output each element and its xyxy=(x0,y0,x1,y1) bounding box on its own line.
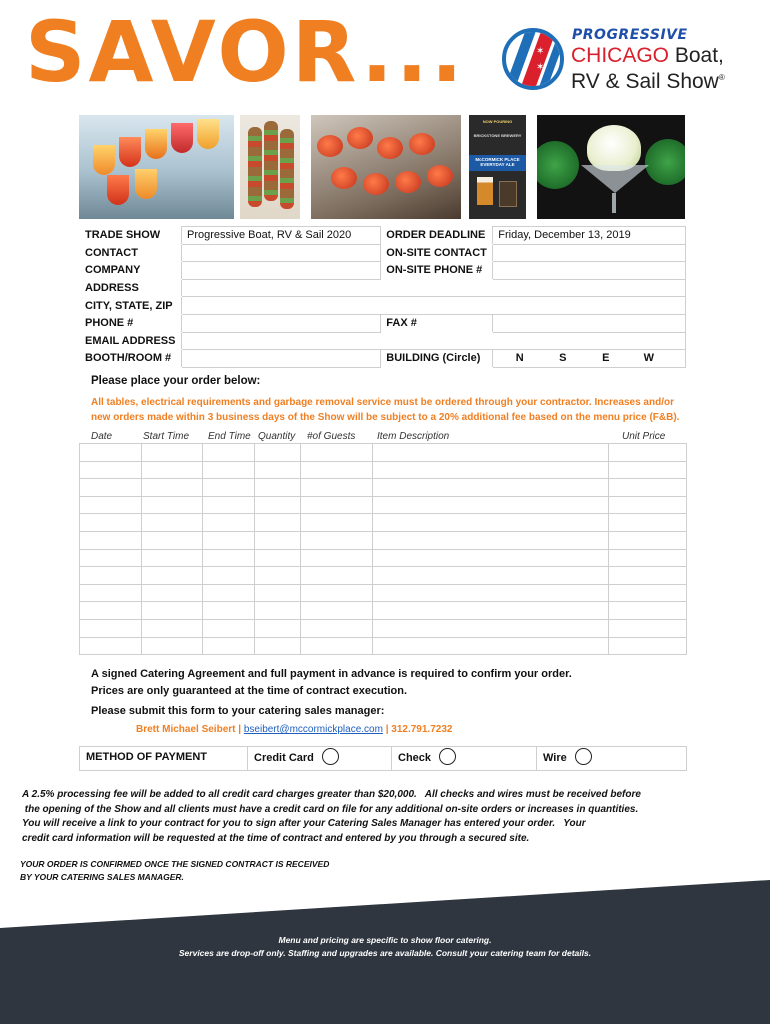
company-field[interactable] xyxy=(181,262,380,280)
order-cell[interactable] xyxy=(202,637,254,655)
order-cell[interactable] xyxy=(80,531,142,549)
city-state-zip-label: CITY, STATE, ZIP xyxy=(80,297,182,315)
order-cell[interactable] xyxy=(254,461,300,479)
progressive-sponsor-logo: PROGRESSIVE xyxy=(572,27,688,43)
order-surcharge-note: All tables, electrical requirements and garbage removal service must be ordered through your contractor. Increases and/or new orders made within 3 business days of the Show will be subject to a 20% additional fee based on the menu price (F&B). xyxy=(91,397,680,423)
phone-label: PHONE # xyxy=(80,314,182,332)
order-cell[interactable] xyxy=(80,584,142,602)
order-cell[interactable] xyxy=(609,496,687,514)
order-cell[interactable] xyxy=(609,479,687,497)
order-cell[interactable] xyxy=(80,602,142,620)
order-cell[interactable] xyxy=(254,514,300,532)
order-cell[interactable] xyxy=(373,461,609,479)
order-cell[interactable] xyxy=(609,637,687,655)
order-cell[interactable] xyxy=(202,479,254,497)
order-cell[interactable] xyxy=(141,531,202,549)
order-cell[interactable] xyxy=(141,619,202,637)
booth-label: BOOTH/ROOM # xyxy=(80,350,182,368)
order-cell[interactable] xyxy=(141,567,202,585)
trade-show-label: TRADE SHOW xyxy=(80,227,182,245)
check-radio[interactable] xyxy=(439,748,456,765)
order-info-table xyxy=(79,226,686,368)
contact-separator-2: | xyxy=(382,724,392,735)
order-cell[interactable] xyxy=(254,549,300,567)
building-option-s[interactable]: S xyxy=(559,352,567,365)
col-header-quantity: Quantity xyxy=(258,431,296,442)
onsite-phone-label: ON-SITE PHONE # xyxy=(381,262,493,280)
order-cell[interactable] xyxy=(300,461,373,479)
order-cell[interactable] xyxy=(300,479,373,497)
beer-glass xyxy=(477,177,493,205)
sales-manager-email-link[interactable]: bseibert@mccormickplace.com xyxy=(243,724,383,735)
building-option-e[interactable]: E xyxy=(602,352,610,365)
order-cell[interactable] xyxy=(254,567,300,585)
order-row xyxy=(80,584,687,602)
order-items-table xyxy=(79,443,687,655)
show-name-city: CHICAGO xyxy=(571,44,670,67)
beer-poster-top xyxy=(472,119,523,138)
wire-label: Wire xyxy=(543,751,567,764)
phone-field[interactable] xyxy=(181,314,380,332)
order-cell[interactable] xyxy=(202,531,254,549)
address-field[interactable] xyxy=(181,279,685,297)
order-cell[interactable] xyxy=(202,619,254,637)
order-cell[interactable] xyxy=(254,531,300,549)
order-cell[interactable] xyxy=(80,619,142,637)
footer-line-2: Services are drop-off only. Staffing and upgrades are available. Consult your catering team for details. xyxy=(178,948,592,958)
col-header-date: Date xyxy=(91,431,113,442)
onsite-contact-label: ON-SITE CONTACT xyxy=(381,244,493,262)
chicago-show-logo: ✶ ✶ xyxy=(502,28,564,90)
order-cell[interactable] xyxy=(80,479,142,497)
photo-appetizer-bites xyxy=(311,115,461,219)
order-cell[interactable] xyxy=(254,619,300,637)
photo-shaved-ice-dessert xyxy=(537,115,685,219)
order-cell[interactable] xyxy=(202,567,254,585)
beer-poster-brewery: BRICKSTONE BREWERY xyxy=(473,132,522,138)
order-cell[interactable] xyxy=(373,584,609,602)
company-label: COMPANY xyxy=(80,262,182,280)
order-cell[interactable] xyxy=(300,514,373,532)
payment-option-credit-card[interactable] xyxy=(247,747,391,770)
check-label: Check xyxy=(398,751,432,764)
order-cell[interactable] xyxy=(80,496,142,514)
order-cell[interactable] xyxy=(373,514,609,532)
order-cell[interactable] xyxy=(373,602,609,620)
order-row xyxy=(80,514,687,532)
order-cell[interactable] xyxy=(373,567,609,585)
order-cell[interactable] xyxy=(202,444,254,462)
order-row xyxy=(80,496,687,514)
building-option-n[interactable]: N xyxy=(515,352,524,365)
col-header-guests: #of Guests xyxy=(307,431,356,442)
order-cell[interactable] xyxy=(254,637,300,655)
order-cell[interactable] xyxy=(300,531,373,549)
order-cell[interactable] xyxy=(300,637,373,655)
order-cell[interactable] xyxy=(141,637,202,655)
terms-pricing: Prices are only guaranteed at the time of contract execution. xyxy=(91,685,408,697)
order-cell[interactable] xyxy=(300,619,373,637)
order-cell[interactable] xyxy=(609,567,687,585)
order-cell[interactable] xyxy=(141,479,202,497)
order-cell[interactable] xyxy=(609,602,687,620)
order-cell[interactable] xyxy=(254,584,300,602)
onsite-phone-field[interactable] xyxy=(493,262,686,280)
savor-brand-title: SAVOR... xyxy=(25,3,466,101)
order-row xyxy=(80,637,687,655)
onsite-contact-field[interactable] xyxy=(493,244,686,262)
order-cell[interactable] xyxy=(300,444,373,462)
photo-dessert-shots xyxy=(79,115,234,219)
order-cell[interactable] xyxy=(202,602,254,620)
credit-card-radio[interactable] xyxy=(322,748,339,765)
email-field[interactable] xyxy=(181,332,685,350)
order-cell[interactable] xyxy=(141,444,202,462)
contact-field[interactable] xyxy=(181,244,380,262)
order-cell[interactable] xyxy=(373,619,609,637)
building-option-w[interactable]: W xyxy=(643,352,654,365)
order-cell[interactable] xyxy=(300,549,373,567)
email-label: EMAIL ADDRESS xyxy=(80,332,182,350)
sales-manager-contact xyxy=(136,724,452,735)
show-name-boat: Boat, xyxy=(669,44,724,67)
beer-poster-now-pouring: NOW POURING xyxy=(482,119,513,124)
order-cell[interactable] xyxy=(609,444,687,462)
order-cell[interactable] xyxy=(202,461,254,479)
footer-line-1: Menu and pricing are specific to show floor catering. xyxy=(278,935,492,945)
order-cell[interactable] xyxy=(202,584,254,602)
order-cell[interactable] xyxy=(254,479,300,497)
terms-agreement: A signed Catering Agreement and full payment in advance is required to confirm your order. xyxy=(91,668,572,680)
order-row xyxy=(80,619,687,637)
col-header-start-time: Start Time xyxy=(143,431,190,442)
order-cell[interactable] xyxy=(80,567,142,585)
order-cell[interactable] xyxy=(80,637,142,655)
order-cell[interactable] xyxy=(141,496,202,514)
contact-separator-1: | xyxy=(235,724,244,735)
show-name-rv-sail: RV & Sail Show xyxy=(571,70,719,93)
show-name-line1 xyxy=(571,44,724,68)
processing-fee-note xyxy=(22,788,642,846)
submit-heading: Please submit this form to your catering sales manager: xyxy=(91,705,385,717)
trademark-mark: ® xyxy=(718,73,725,82)
order-cell[interactable] xyxy=(609,514,687,532)
fine-print-line-2: the opening of the Show and all clients must have a credit card on file for any additional on-site orders or increases in quantities. xyxy=(22,803,639,815)
building-label: BUILDING (Circle) xyxy=(381,350,493,368)
wire-radio[interactable] xyxy=(575,748,592,765)
order-cell[interactable] xyxy=(373,479,609,497)
order-cell[interactable] xyxy=(609,531,687,549)
order-cell[interactable] xyxy=(609,461,687,479)
fine-print-line-4: credit card information will be requested at the time of contract and entered by you through a secured site. xyxy=(22,832,530,844)
contact-label: CONTACT xyxy=(80,244,182,262)
fine-print-line-3: You will receive a link to your contract for you to sign after your Catering Sales Manager has entered your order. Your xyxy=(22,818,586,829)
terms-block xyxy=(91,666,572,700)
footer-note xyxy=(0,934,770,960)
col-header-end-time: End Time xyxy=(208,431,251,442)
sales-manager-phone: 312.791.7232 xyxy=(391,724,453,735)
address-label: ADDRESS xyxy=(80,279,182,297)
order-row xyxy=(80,444,687,462)
photo-skewers xyxy=(240,115,300,219)
order-cell[interactable] xyxy=(141,584,202,602)
fine-print-line-1: A 2.5% processing fee will be added to all credit card charges greater than $20,000. All checks and wires must be received before xyxy=(22,789,641,800)
order-row xyxy=(80,602,687,620)
payment-option-wire[interactable] xyxy=(536,747,686,770)
order-cell[interactable] xyxy=(373,444,609,462)
order-cell[interactable] xyxy=(80,444,142,462)
order-row xyxy=(80,479,687,497)
confirm-line-2: BY YOUR CATERING SALES MANAGER. xyxy=(20,872,184,882)
order-cell[interactable] xyxy=(373,496,609,514)
order-row xyxy=(80,549,687,567)
order-cell[interactable] xyxy=(80,549,142,567)
order-cell[interactable] xyxy=(300,496,373,514)
order-deadline-label: ORDER DEADLINE xyxy=(381,227,493,245)
order-cell[interactable] xyxy=(202,496,254,514)
trade-show-value[interactable]: Progressive Boat, RV & Sail 2020 xyxy=(181,227,380,245)
order-cell[interactable] xyxy=(80,514,142,532)
sales-manager-name: Brett Michael Seibert xyxy=(136,724,236,735)
order-cell[interactable] xyxy=(373,549,609,567)
order-cell[interactable] xyxy=(609,549,687,567)
fax-label: FAX # xyxy=(381,314,493,332)
order-deadline-value[interactable]: Friday, December 13, 2019 xyxy=(493,227,686,245)
order-cell[interactable] xyxy=(141,461,202,479)
order-row xyxy=(80,531,687,549)
credit-card-label: Credit Card xyxy=(254,751,314,764)
payment-method-label: METHOD OF PAYMENT xyxy=(86,751,208,763)
order-cell[interactable] xyxy=(202,514,254,532)
order-cell[interactable] xyxy=(300,567,373,585)
payment-method-row xyxy=(79,746,687,771)
order-cell[interactable] xyxy=(141,514,202,532)
photo-everyday-ale-poster xyxy=(469,115,526,219)
order-cell[interactable] xyxy=(300,602,373,620)
building-options xyxy=(493,350,686,368)
order-cell[interactable] xyxy=(80,461,142,479)
order-cell[interactable] xyxy=(202,549,254,567)
order-cell[interactable] xyxy=(373,531,609,549)
order-cell[interactable] xyxy=(254,444,300,462)
beer-poster-name: McCORMICK PLACE EVERYDAY ALE xyxy=(469,155,526,171)
col-header-item-description: Item Description xyxy=(377,431,450,442)
order-cell[interactable] xyxy=(373,637,609,655)
show-name-line2 xyxy=(571,70,725,94)
fax-field[interactable] xyxy=(493,314,686,332)
beer-can xyxy=(499,181,517,207)
order-cell[interactable] xyxy=(254,496,300,514)
order-row xyxy=(80,567,687,585)
city-state-zip-field[interactable] xyxy=(181,297,685,315)
col-header-unit-price: Unit Price xyxy=(622,431,666,442)
order-cell[interactable] xyxy=(141,549,202,567)
order-heading: Please place your order below: xyxy=(91,375,261,387)
order-cell[interactable] xyxy=(300,584,373,602)
payment-option-check[interactable] xyxy=(391,747,536,770)
confirm-line-1: YOUR ORDER IS CONFIRMED ONCE THE SIGNED CONTRACT IS RECEIVED xyxy=(20,859,330,869)
order-cell[interactable] xyxy=(141,602,202,620)
order-row xyxy=(80,461,687,479)
order-cell[interactable] xyxy=(254,602,300,620)
order-cell[interactable] xyxy=(609,584,687,602)
order-cell[interactable] xyxy=(609,619,687,637)
booth-field[interactable] xyxy=(181,350,380,368)
